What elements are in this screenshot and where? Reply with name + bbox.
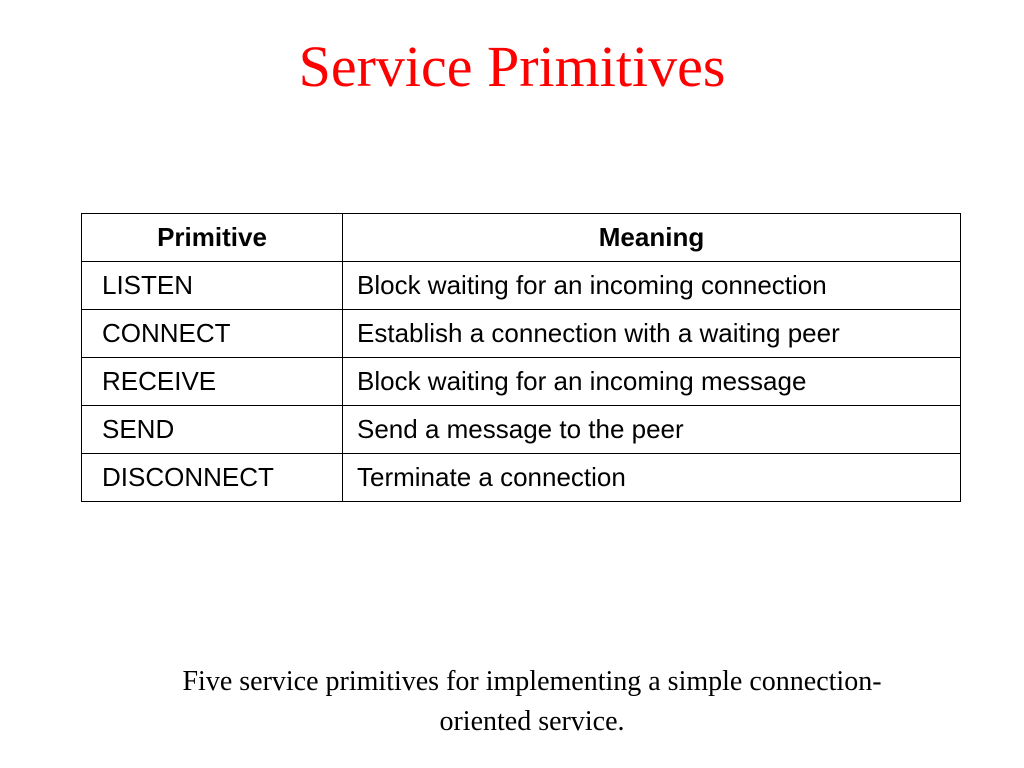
- primitive-cell: CONNECT: [82, 310, 343, 358]
- primitives-table: [81, 213, 961, 502]
- slide-caption: [60, 662, 1004, 742]
- table-row: [82, 358, 961, 406]
- table-row: [82, 310, 961, 358]
- primitive-cell: RECEIVE: [82, 358, 343, 406]
- slide-title: Service Primitives: [298, 34, 726, 99]
- primitive-cell: SEND: [82, 406, 343, 454]
- caption-line-2: oriented service.: [439, 706, 625, 737]
- table-row: [82, 454, 961, 502]
- meaning-cell: Terminate a connection: [343, 454, 961, 502]
- table-row: [82, 406, 961, 454]
- column-header-meaning: Meaning: [343, 214, 961, 262]
- meaning-cell: Establish a connection with a waiting peer: [343, 310, 961, 358]
- meaning-cell: Send a message to the peer: [343, 406, 961, 454]
- meaning-cell: Block waiting for an incoming connection: [343, 262, 961, 310]
- table-row: [82, 262, 961, 310]
- column-header-primitive: Primitive: [82, 214, 343, 262]
- meaning-cell: Block waiting for an incoming message: [343, 358, 961, 406]
- table-header-row: [82, 214, 961, 262]
- primitive-cell: LISTEN: [82, 262, 343, 310]
- primitive-cell: DISCONNECT: [82, 454, 343, 502]
- caption-line-1: Five service primitives for implementing a simple connection-: [182, 666, 882, 697]
